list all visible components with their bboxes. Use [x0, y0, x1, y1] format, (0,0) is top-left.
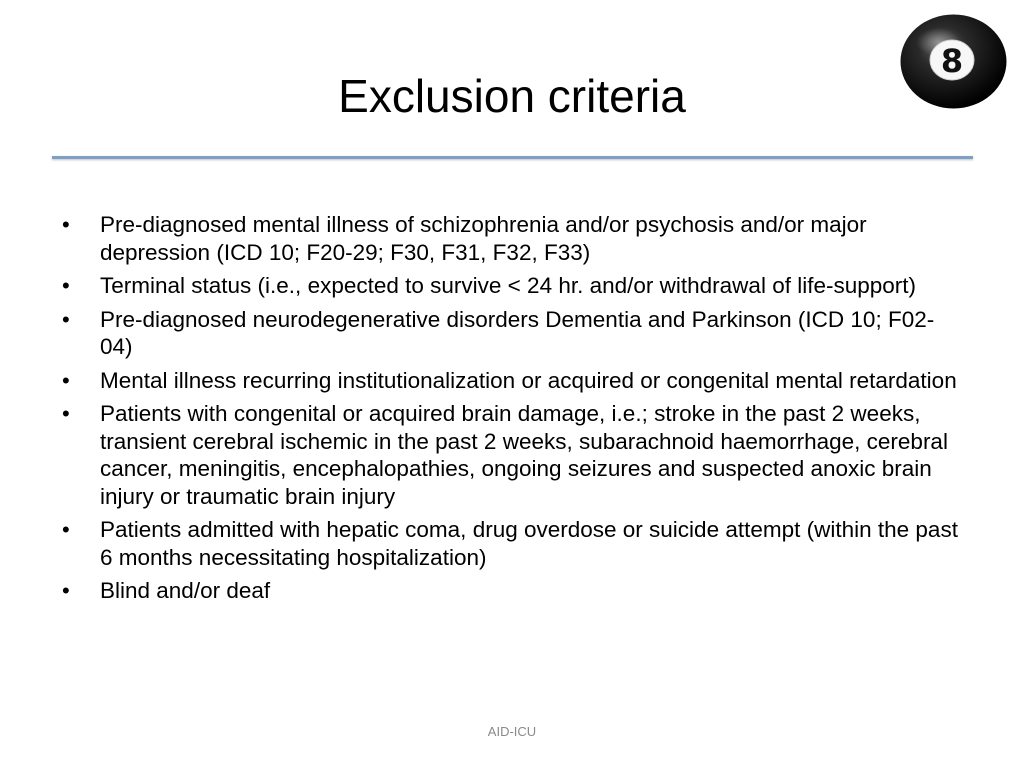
slide-title: Exclusion criteria: [338, 70, 686, 122]
bullet-icon: •: [62, 306, 70, 332]
list-item: [62, 306, 962, 361]
title-divider: [52, 156, 973, 159]
list-item: [62, 400, 962, 510]
list-item-text: Pre-diagnosed mental illness of schizophrenia and/or psychosis and/or major depression (ICD 10; F20-29; F30, F31, F32, F33): [100, 212, 867, 265]
list-item: [62, 577, 962, 605]
list-item: [62, 272, 962, 300]
list-item: [62, 516, 962, 571]
bullet-icon: •: [62, 517, 70, 542]
slide-footer: AID-ICU: [487, 724, 537, 739]
eight-ball-number: 8: [940, 42, 964, 80]
list-item-text: Patients with congenital or acquired brain damage, i.e.; stroke in the past 2 weeks, transient cerebral ischemic in the past 2 weeks, subarachnoid haemorrhage, cerebral cancer, meningitis, encephalopathies, ongoing seizures and suspected anoxic brain injury or traumatic brain injury: [100, 401, 948, 509]
list-item-text: Terminal status (i.e., expected to survive < 24 hr. and/or withdrawal of life-support): [100, 273, 917, 298]
bullet-icon: •: [62, 367, 70, 393]
list-item: [62, 367, 962, 395]
bullet-icon: •: [62, 578, 70, 603]
bullet-icon: •: [62, 212, 70, 237]
bullet-icon: •: [62, 401, 70, 426]
eight-ball-icon: [900, 14, 1007, 109]
exclusion-criteria-list: [62, 211, 962, 611]
list-item-text: Mental illness recurring institutionalization or acquired or congenital mental retardation: [100, 367, 957, 393]
bullet-icon: •: [62, 273, 70, 298]
list-item: [62, 211, 962, 266]
list-item-text: Pre-diagnosed neurodegenerative disorders Dementia and Parkinson (ICD 10; F02-04): [100, 306, 935, 359]
list-item-text: Patients admitted with hepatic coma, drug overdose or suicide attempt (within the past 6 months necessitating hospitalization): [100, 517, 958, 570]
list-item-text: Blind and/or deaf: [100, 578, 271, 603]
